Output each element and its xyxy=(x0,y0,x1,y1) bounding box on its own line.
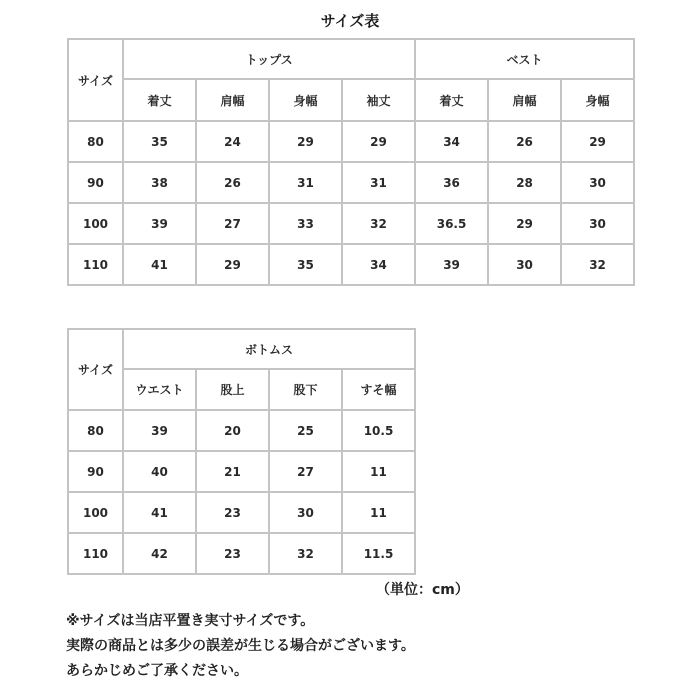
table-cell: 32 xyxy=(269,533,342,574)
table-row xyxy=(68,203,634,244)
table-header-row xyxy=(68,39,634,79)
table-cell: 25 xyxy=(269,410,342,451)
table-cell: 41 xyxy=(123,244,196,285)
table-cell: 35 xyxy=(123,121,196,162)
column-header: 身幅 xyxy=(561,79,634,121)
table-cell: 28 xyxy=(488,162,561,203)
notes-block xyxy=(66,609,415,684)
table-cell: 21 xyxy=(196,451,269,492)
column-header: 肩幅 xyxy=(488,79,561,121)
table-cell: 30 xyxy=(269,492,342,533)
table-cell: 29 xyxy=(269,121,342,162)
size-cell: 110 xyxy=(68,244,123,285)
column-header: 身幅 xyxy=(269,79,342,121)
size-cell: 110 xyxy=(68,533,123,574)
table-cell: 39 xyxy=(415,244,488,285)
size-cell: 90 xyxy=(68,451,123,492)
table-subheader-row xyxy=(68,79,634,121)
table-cell: 36.5 xyxy=(415,203,488,244)
table-row xyxy=(68,244,634,285)
table-cell: 30 xyxy=(561,162,634,203)
tops-vest-size-table xyxy=(67,38,635,286)
table-row xyxy=(68,162,634,203)
table-cell: 10.5 xyxy=(342,410,415,451)
column-header: 股上 xyxy=(196,369,269,410)
table-cell: 29 xyxy=(196,244,269,285)
column-header: すそ幅 xyxy=(342,369,415,410)
table-cell: 27 xyxy=(269,451,342,492)
table-row xyxy=(68,451,415,492)
table-cell: 31 xyxy=(342,162,415,203)
table-row xyxy=(68,410,415,451)
table-cell: 26 xyxy=(196,162,269,203)
size-column-header: サイズ xyxy=(68,329,123,410)
table-cell: 26 xyxy=(488,121,561,162)
table-cell: 27 xyxy=(196,203,269,244)
size-cell: 100 xyxy=(68,203,123,244)
table-cell: 29 xyxy=(488,203,561,244)
page-title: サイズ表 xyxy=(320,12,380,30)
bottoms-size-table xyxy=(67,328,416,575)
table-cell: 30 xyxy=(488,244,561,285)
table-cell: 40 xyxy=(123,451,196,492)
table-cell: 34 xyxy=(342,244,415,285)
table-cell: 42 xyxy=(123,533,196,574)
note-line: あらかじめご了承ください。 xyxy=(66,663,248,679)
size-cell: 90 xyxy=(68,162,123,203)
table-cell: 31 xyxy=(269,162,342,203)
table-cell: 39 xyxy=(123,203,196,244)
column-header: 着丈 xyxy=(415,79,488,121)
table-cell: 11 xyxy=(342,492,415,533)
table-cell: 32 xyxy=(342,203,415,244)
table-cell: 34 xyxy=(415,121,488,162)
vest-group-header: ベスト xyxy=(415,39,634,79)
table-cell: 29 xyxy=(342,121,415,162)
size-cell: 80 xyxy=(68,121,123,162)
table-cell: 41 xyxy=(123,492,196,533)
tops-group-header: トップス xyxy=(123,39,415,79)
table-cell: 38 xyxy=(123,162,196,203)
table-cell: 29 xyxy=(561,121,634,162)
table-cell: 11 xyxy=(342,451,415,492)
column-header: ウエスト xyxy=(123,369,196,410)
table-cell: 32 xyxy=(561,244,634,285)
table-row xyxy=(68,492,415,533)
size-column-header: サイズ xyxy=(68,39,123,121)
table-cell: 23 xyxy=(196,492,269,533)
size-cell: 80 xyxy=(68,410,123,451)
note-line: ※サイズは当店平置き実寸サイズです。 xyxy=(66,613,315,629)
table-cell: 11.5 xyxy=(342,533,415,574)
column-header: 股下 xyxy=(269,369,342,410)
column-header: 肩幅 xyxy=(196,79,269,121)
bottoms-group-header: ボトムス xyxy=(123,329,415,369)
table-cell: 33 xyxy=(269,203,342,244)
column-header: 袖丈 xyxy=(342,79,415,121)
table-row xyxy=(68,533,415,574)
unit-note: （単位：cm） xyxy=(376,582,469,598)
table-cell: 39 xyxy=(123,410,196,451)
table-cell: 35 xyxy=(269,244,342,285)
table-cell: 20 xyxy=(196,410,269,451)
note-line: 実際の商品とは多少の誤差が生じる場合がございます。 xyxy=(66,638,415,654)
table-header-row xyxy=(68,329,415,369)
table-cell: 36 xyxy=(415,162,488,203)
table-cell: 24 xyxy=(196,121,269,162)
table-cell: 30 xyxy=(561,203,634,244)
size-cell: 100 xyxy=(68,492,123,533)
column-header: 着丈 xyxy=(123,79,196,121)
table-row xyxy=(68,121,634,162)
table-cell: 23 xyxy=(196,533,269,574)
